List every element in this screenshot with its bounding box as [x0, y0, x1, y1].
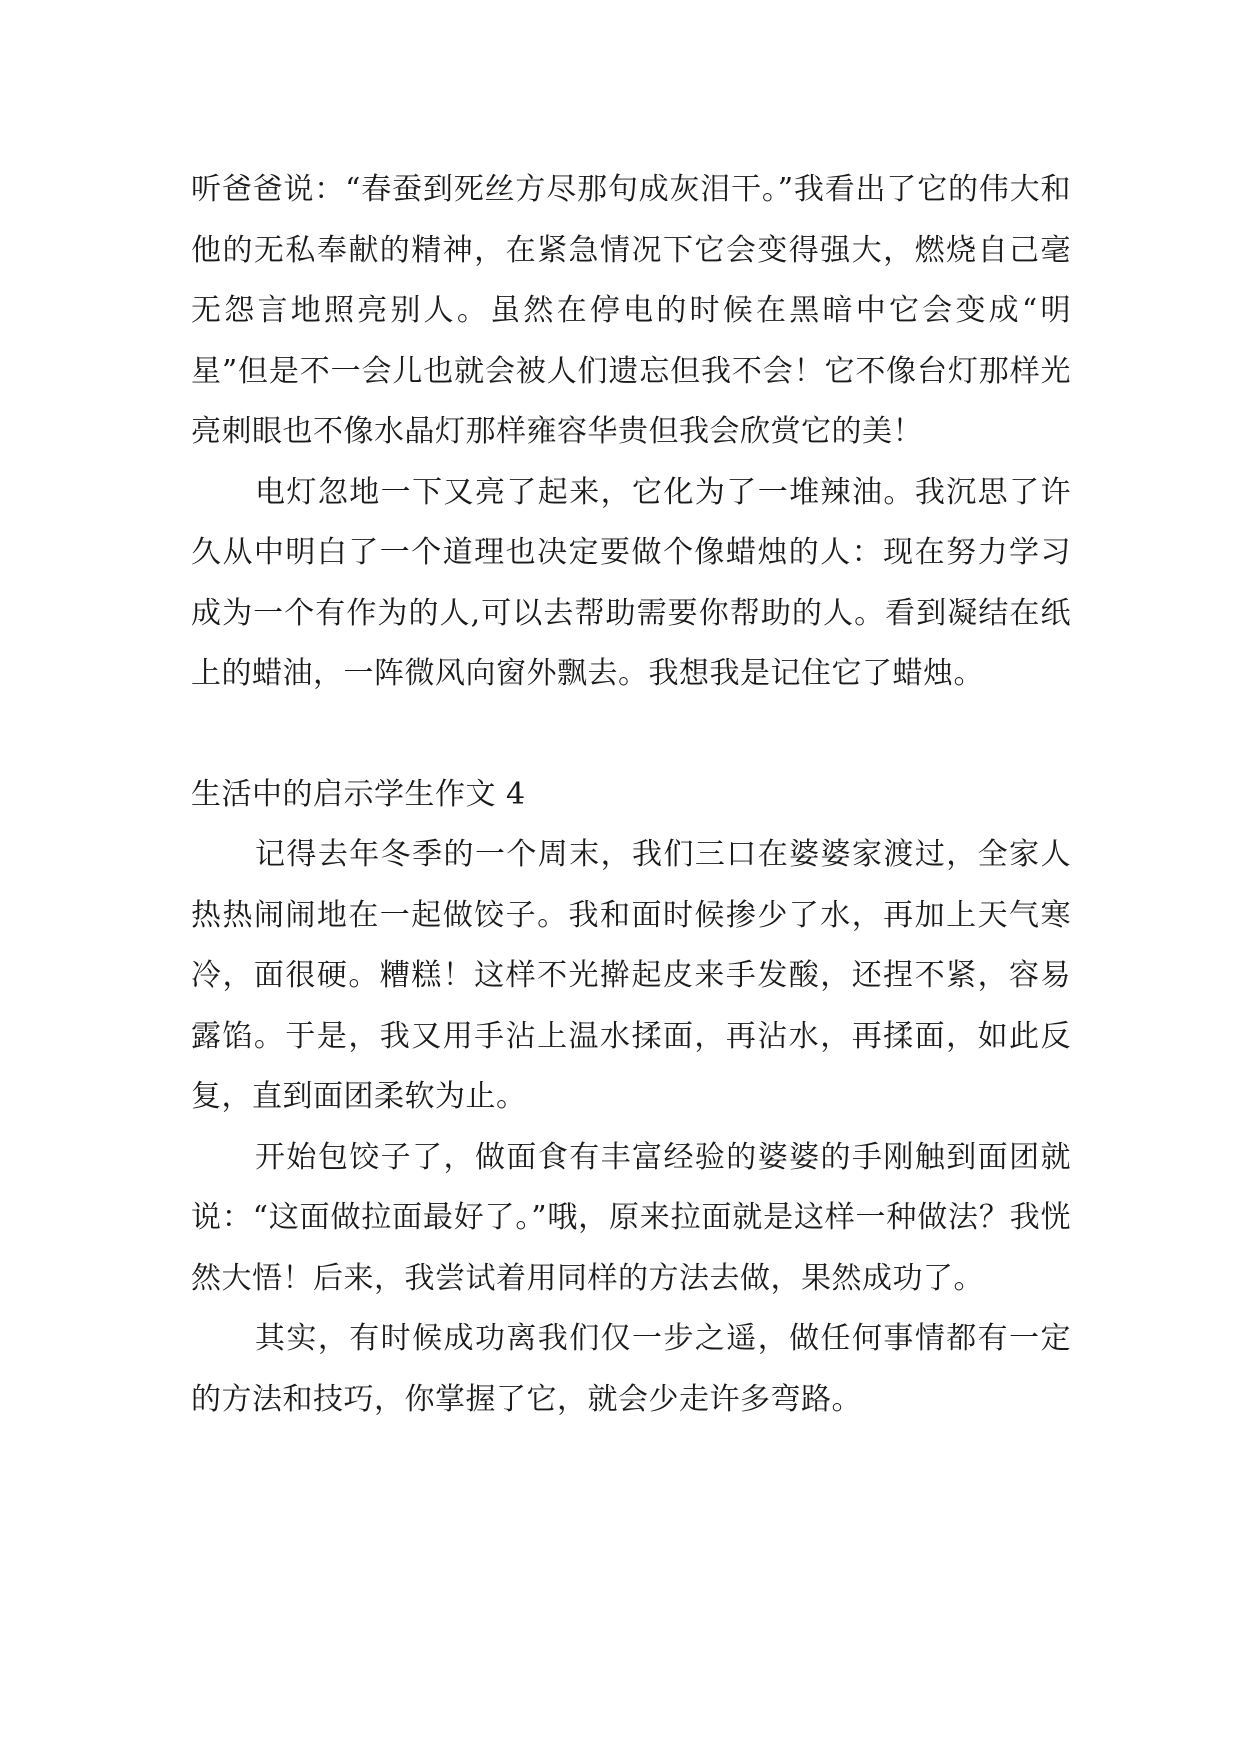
paragraph-dumpling-dough: 记得去年冬季的一个周末，我们三口在婆婆家渡过，全家人热热闹闹地在一起做饺子。我和面时候掺少了水，再加上天气寒冷，面很硬。糟糕！这样不光擀起皮来手发酸，还捏不紧，容易露馅。于是，我又用手沾上温水揉面，再沾水，再揉面，如此反复，直到面团柔软为止。 — [191, 837, 1071, 1114]
document-page — [191, 160, 1071, 1430]
paragraph-candle-lesson: 电灯忽地一下又亮了起来，它化为了一堆辣油。我沉思了许久从中明白了一个道理也决定要做个像蜡烛的人：现在努力学习成为一个有作为的人,可以去帮助需要你帮助的人。看到凝结在纸上的蜡油，一阵微风向窗外飘去。我想我是记住它了蜡烛。 — [191, 474, 1071, 691]
paragraph-conclusion: 其实，有时候成功离我们仅一步之遥，做任何事情都有一定的方法和技巧，你掌握了它，就会少走许多弯路。 — [191, 1321, 1071, 1417]
paragraph-candle-tribute: 听爸爸说：“春蚕到死丝方尽那句成灰泪干。”我看出了它的伟大和他的无私奉献的精神，在紧急情况下它会变得强大，燃烧自己毫无怨言地照亮别人。虽然在停电的时候在黑暗中它会变成“明星”但是不一会儿也就会被人们遗忘但我不会！它不像台灯那样光亮刺眼也不像水晶灯那样雍容华贵但我会欣赏它的美！ — [191, 172, 1071, 449]
paragraph-grandma-noodles: 开始包饺子了，做面食有丰富经验的婆婆的手刚触到面团就说：“这面做拉面最好了。”哦，原来拉面就是这样一种做法？我恍然大悟！后来，我尝试着用同样的方法去做，果然成功了。 — [191, 1139, 1071, 1296]
section-title: 生活中的启示学生作文 4 — [191, 776, 526, 812]
